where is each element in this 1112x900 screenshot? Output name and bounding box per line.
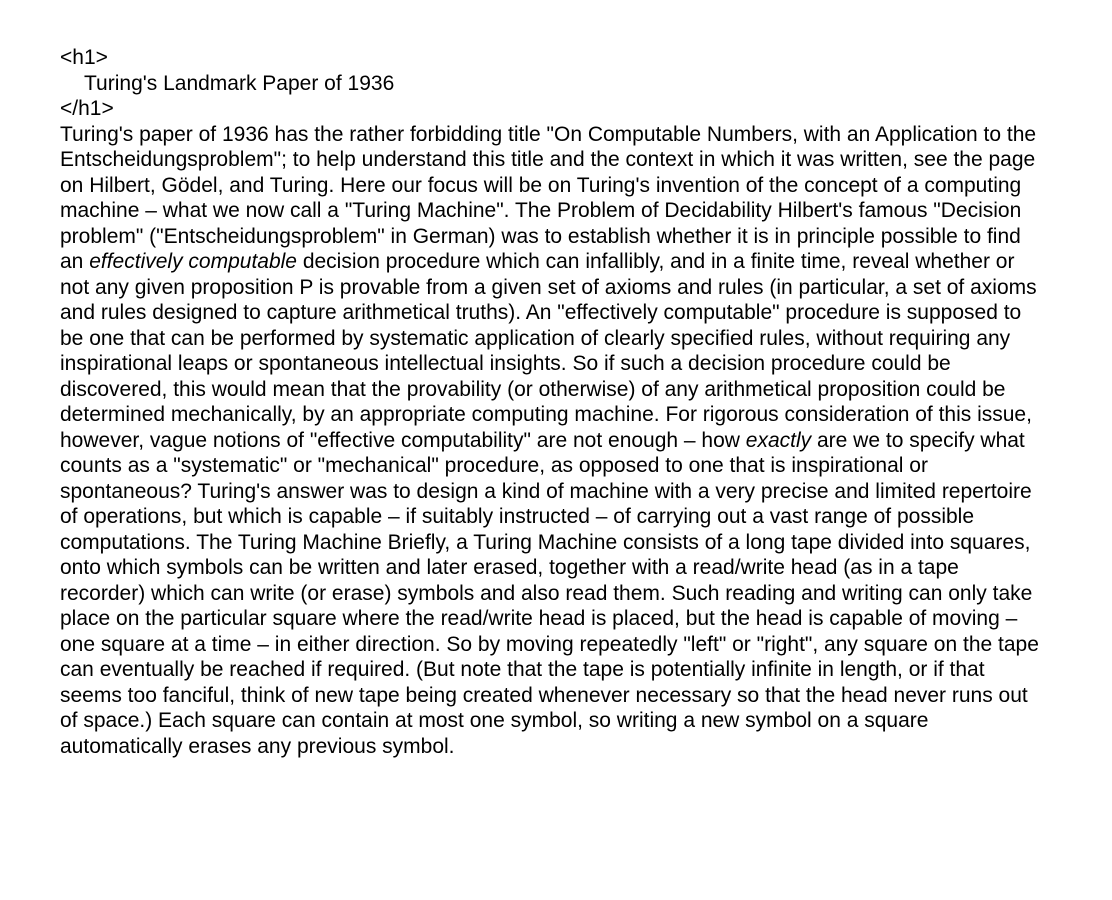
- h1-close-tag-text: </h1>: [60, 97, 114, 120]
- body-text-part-3: are we to specify what counts as a "systematic" or "mechanical" procedure, as opposed to one that is inspirational or spontaneous? Turing's answer was to design a kind of machine with a very precise and limited repertoire of operations, but which is capable – if suitably instructed – of carrying out a vast range of possible computations. The Turing Machine Briefly, a Turing Machine consists of a long tape divided into squares, onto which symbols can be written and later erased, together with a read/write head (as in a tape recorder) which can write (or erase) symbols and also read them. Such reading and writing can only take place on the particular square where the read/write head is placed, but the head is capable of moving – one square at a time – in either direction. So by moving repeatedly "left" or "right", any square on the tape can eventually be reached if required. (But note that the tape is potentially infinite in length, or if that seems too fanciful, think of new tape being created whenever necessary so that the head never runs out of space.) Each square can contain at most one symbol, so writing a new symbol on a square automatically erases any previous symbol.: [60, 428, 1039, 758]
- document-content: [60, 45, 1040, 759]
- emphasis-effectively-computable: effectively computable: [89, 250, 297, 273]
- h1-open-tag-text: <h1>: [60, 46, 108, 69]
- body-text-part-2: decision procedure which can infallibly, and in a finite time, reveal whether or not any given proposition P is provable from a given set of axioms and rules (in particular, a set of axioms and rules designed to capture arithmetical truths). An "effectively computable" procedure is supposed to be one that can be performed by systematic application of clearly specified rules, without requiring any inspirational leaps or spontaneous intellectual insights. So if such a decision procedure could be discovered, this would mean that the provability (or otherwise) of any arithmetical proposition could be determined mechanically, by an appropriate computing machine. For rigorous consideration of this issue, however, vague notions of "effective computability" are not enough – how: [60, 250, 1037, 452]
- page-title: Turing's Landmark Paper of 1936: [84, 71, 395, 95]
- body-paragraph: [60, 122, 1040, 760]
- emphasis-exactly: exactly: [745, 428, 812, 452]
- body-text-part-1: Turing's paper of 1936 has the rather forbidding title "On Computable Numbers, with an Application to the Entscheidungsproblem"; to help understand this title and the context in which it was written, see the page on Hilbert, Gödel, and Turing. Here our focus will be on Turing's invention of the concept of a computing machine – what we now call a "Turing Machine". The Problem of Decidability Hilbert's famous "Decision problem" ("Entscheidungsproblem" in German) was to establish whether it is in principle possible to find an: [60, 122, 1037, 273]
